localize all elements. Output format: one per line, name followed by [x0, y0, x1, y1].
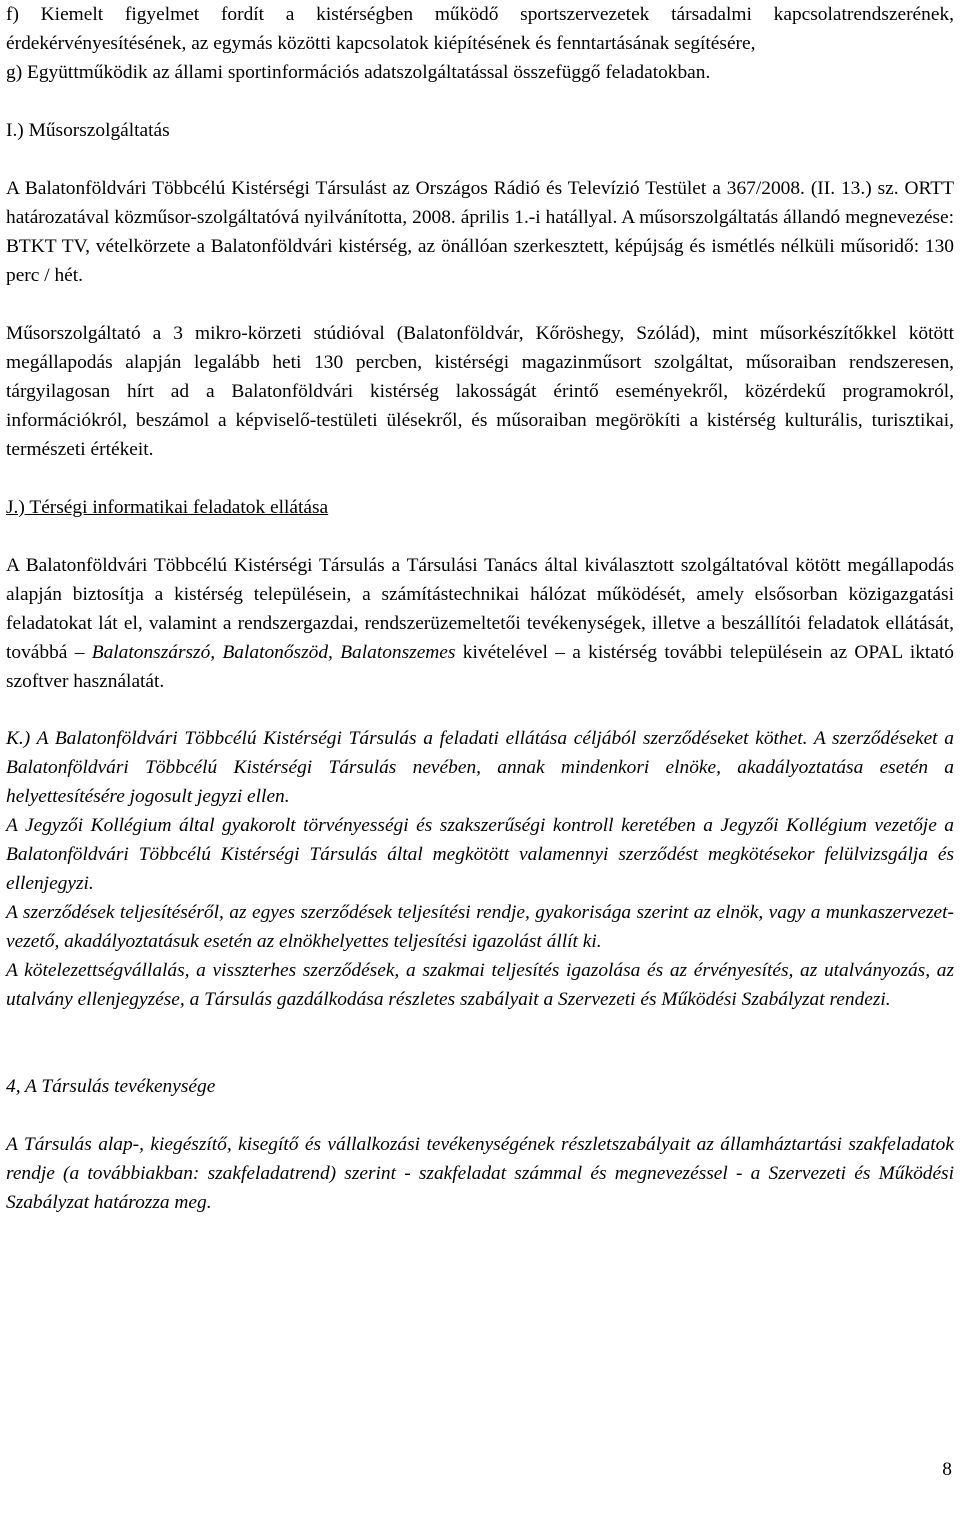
section-4-paragraph: A Társulás alap-, kiegészítő, kisegítő és vállalkozási tevékenységének részletszabályait az államháztartási szakfeladatok rendje (a továbbiakban: szakfeladatrend) szerint - szakfeladat számmal és megnevezéssel - a Szervezeti és Működési Szabályzat határozza meg. — [6, 1134, 954, 1213]
section-j-paragraph-italic: Balatonszárszó, Balatonőszöd, Balatonszemes — [91, 642, 456, 663]
document-page — [6, 0, 954, 1217]
section-k-paragraph-2: A Jegyzői Kollégium által gyakorolt törvényességi és szakszerűségi kontroll keretében a Jegyzői Kollégium vezetője a Balatonföldvári Többcélú Kistérségi Társulás által megkötött valamennyi szerződést megkötésekor felülvizsgálja és ellenjegyzi. — [6, 815, 954, 894]
section-j-paragraph-start: A Balatonföldvári Többcélú Kistérségi Társulás a Társulási Tanács által kiválasztott szolgáltatóval kötött megállapodás alapján biztosítja a kistérség településein, a számítástechnikai hálózat működését, amely elsősorban közigazgatási feladatokat lát el, valamint a rendszergazdai, rendszerüzemeltetői tevékenységek, illetve a beszállítói feladatok ellátását, továbbá – — [6, 555, 954, 663]
list-item-f: f) Kiemelt figyelmet fordít a kistérségben működő sportszervezetek társadalmi kapcsolatrendszerének, érdekérvényesítésének, az egymás közötti kapcsolatok kiépítésének és fenntartásának segítésére, — [6, 4, 954, 54]
section-i-heading: I.) Műsorszolgáltatás — [6, 120, 170, 141]
section-k-paragraph-4: A kötelezettségvállalás, a visszterhes szerződések, a szakmai teljesítés igazolása és az érvényesítés, az utalványozás, az utalvány ellenjegyzése, a Társulás gazdálkodása részletes szabályait a Szervezeti és Működési Szabályzat rendezi. — [6, 960, 954, 1010]
section-i-paragraph-2: Műsorszolgáltató a 3 mikro-körzeti stúdióval (Balatonföldvár, Kőröshegy, Szólád), mint műsorkészítőkkel kötött megállapodás alapján legalább heti 130 percben, kistérségi magazinműsort szolgáltat, műsoraiban rendszeresen, tárgyilagosan hírt ad a Balatonföldvári kistérség lakosságát érintő eseményekről, közérdekű programokról, információkról, beszámol a képviselő-testületi ülésekről, és műsoraiban megörökíti a kistérség kulturális, turisztikai, természeti értékeit. — [6, 323, 954, 460]
section-j-heading-text: J.) Térségi informatikai feladatok ellátása — [6, 497, 329, 518]
section-4-heading: 4, A Társulás tevékenysége — [6, 1076, 216, 1097]
page-number: 8 — [942, 1459, 952, 1480]
section-k-paragraph-3: A szerződések teljesítéséről, az egyes szerződések teljesítési rendje, gyakorisága szerint az elnök, vagy a munkaszervezet-vezető, akadályoztatásuk esetén az elnökhelyettes teljesítési igazolást állít ki. — [6, 902, 954, 952]
section-k-block — [6, 724, 954, 1014]
section-k-paragraph-1: K.) A Balatonföldvári Többcélú Kistérségi Társulás a feladati ellátása céljából szerződéseket köthet. A szerződéseket a Balatonföldvári Többcélú Kistérségi Társulás nevében, annak mindenkori elnöke, akadályoztatása esetén a helyettesítésére jogosult jegyzi ellen. — [6, 728, 954, 807]
section-j-paragraph — [6, 551, 954, 696]
section-j-paragraph-end: kivételével – a kistérség további településein az OPAL iktató szoftver használatát. — [6, 642, 955, 692]
section-j-heading — [6, 493, 954, 522]
section-i-paragraph-1: A Balatonföldvári Többcélú Kistérségi Társulást az Országos Rádió és Televízió Testület a 367/2008. (II. 13.) sz. ORTT határozatával közműsor-szolgáltatóvá nyilvánította, 2008. április 1.-i hatállyal. A műsorszolgáltatás állandó megnevezése: BTKT TV, vételkörzete a Balatonföldvári kistérség, az önállóan szerkesztett, képújság és ismétlés nélküli műsoridő: 130 perc / hét. — [6, 178, 954, 286]
list-item-g: g) Együttműködik az állami sportinformációs adatszolgáltatással összefüggő feladatokban. — [6, 62, 711, 83]
